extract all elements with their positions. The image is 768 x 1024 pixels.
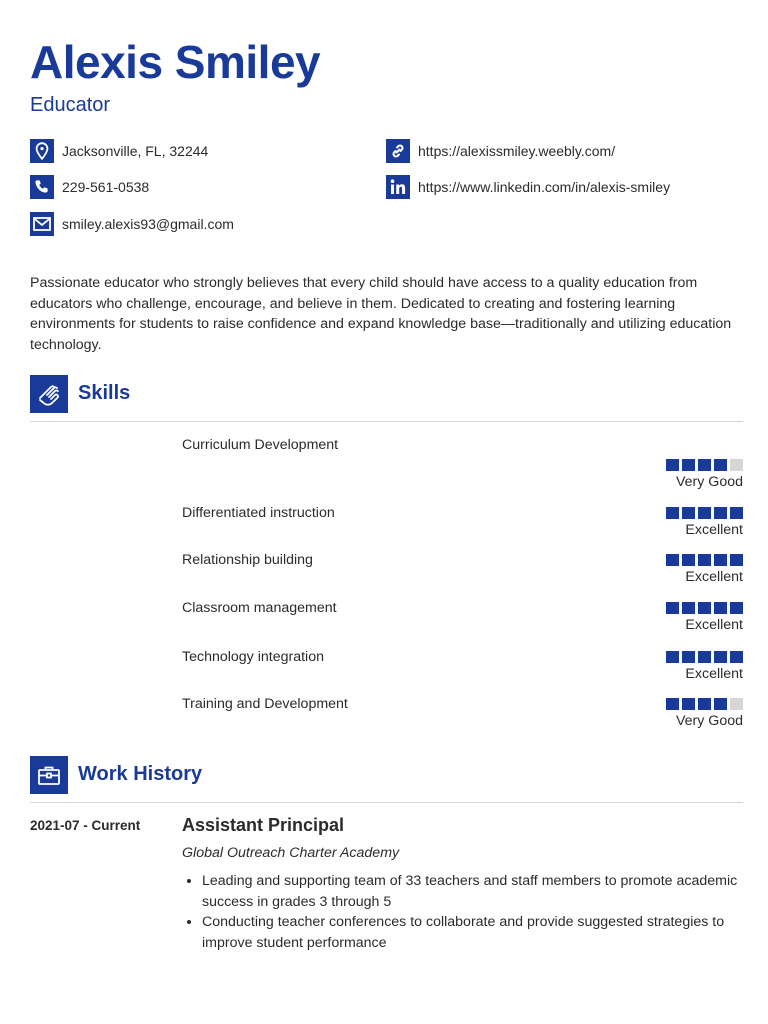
job-bullets (182, 871, 762, 953)
job-company: Global Outreach Charter Academy (182, 845, 400, 861)
rating-square-filled (698, 507, 711, 519)
skill-rating (666, 698, 743, 710)
briefcase-icon (30, 756, 68, 794)
rating-square-filled (730, 651, 743, 663)
contact-location-text: Jacksonville, FL, 32244 (62, 143, 209, 159)
job-dates: 2021-07 - Current (30, 818, 141, 833)
work-history-heading: Work History (78, 763, 203, 785)
rating-square-filled (714, 507, 727, 519)
map-pin-icon (30, 139, 54, 163)
skill-level: Very Good (675, 713, 743, 729)
professional-summary: Passionate educator who strongly believes that every child should have access to a quality education from educators who challenge, encourage, and believe in them. Dedicated to creating and fostering learning environments for students to raise confidence and expand knowledge base—traditionally and utilizing education technology. (30, 275, 732, 353)
rating-square-filled (666, 459, 679, 471)
contact-email-text[interactable]: smiley.alexis93@gmail.com (62, 216, 234, 232)
envelope-icon (30, 212, 54, 236)
rating-square-filled (698, 459, 711, 471)
job-bullet: • Conducting teacher conferences to collaborate and provide suggested strategies to improve student performance (202, 912, 762, 953)
hand-icon (30, 375, 68, 413)
skill-rating (666, 507, 743, 519)
skill-name: Relationship building (182, 552, 313, 568)
contact-linkedin-text[interactable]: https://www.linkedin.com/in/alexis-smiley (418, 179, 671, 195)
skill-rating (666, 651, 743, 663)
linkedin-icon (386, 175, 410, 199)
skill-level: Excellent (685, 666, 743, 682)
rating-square-empty (730, 459, 743, 471)
rating-square-filled (666, 698, 679, 710)
skill-level: Excellent (685, 569, 743, 585)
rating-square-filled (666, 554, 679, 566)
work-history-section-header (30, 756, 743, 803)
rating-square-filled (730, 602, 743, 614)
skills-heading: Skills (78, 382, 131, 404)
rating-square-filled (698, 651, 711, 663)
rating-square-filled (714, 459, 727, 471)
rating-square-filled (714, 698, 727, 710)
rating-square-filled (730, 507, 743, 519)
skill-rating (666, 554, 743, 566)
skill-level: Very Good (675, 474, 743, 490)
skill-name: Differentiated instruction (182, 505, 335, 521)
skill-name: Training and Development (182, 696, 348, 712)
skill-name: Classroom management (182, 600, 337, 616)
contact-location (30, 138, 208, 164)
contact-phone (30, 174, 149, 200)
rating-square-filled (666, 602, 679, 614)
candidate-name: Alexis Smiley (30, 36, 321, 88)
candidate-title: Educator (30, 94, 111, 116)
rating-square-filled (666, 651, 679, 663)
rating-square-filled (730, 554, 743, 566)
skill-level: Excellent (685, 617, 743, 633)
skills-section-header (30, 375, 743, 422)
rating-square-filled (714, 651, 727, 663)
contact-phone-text: 229-561-0538 (62, 179, 150, 195)
job-bullet: • Leading and supporting team of 33 teachers and staff members to promote academic success in grades 3 through 5 (202, 871, 762, 912)
rating-square-filled (666, 507, 679, 519)
rating-square-filled (714, 554, 727, 566)
skill-name: Technology integration (182, 649, 324, 665)
rating-square-filled (698, 554, 711, 566)
skill-rating (666, 459, 743, 471)
rating-square-filled (698, 698, 711, 710)
skill-rating (666, 602, 743, 614)
rating-square-filled (682, 507, 695, 519)
skill-name: Curriculum Development (182, 437, 339, 453)
phone-icon (30, 175, 54, 199)
link-icon (386, 139, 410, 163)
skill-level: Excellent (685, 522, 743, 538)
contact-website (386, 138, 615, 164)
job-title: Assistant Principal (182, 815, 345, 835)
rating-square-filled (682, 602, 695, 614)
rating-square-filled (682, 698, 695, 710)
rating-square-filled (714, 602, 727, 614)
rating-square-filled (682, 651, 695, 663)
contact-website-text[interactable]: https://alexissmiley.weebly.com/ (418, 143, 616, 159)
contact-email (30, 211, 234, 237)
rating-square-filled (698, 602, 711, 614)
rating-square-filled (682, 459, 695, 471)
rating-square-filled (682, 554, 695, 566)
rating-square-empty (730, 698, 743, 710)
contact-linkedin (386, 174, 670, 200)
